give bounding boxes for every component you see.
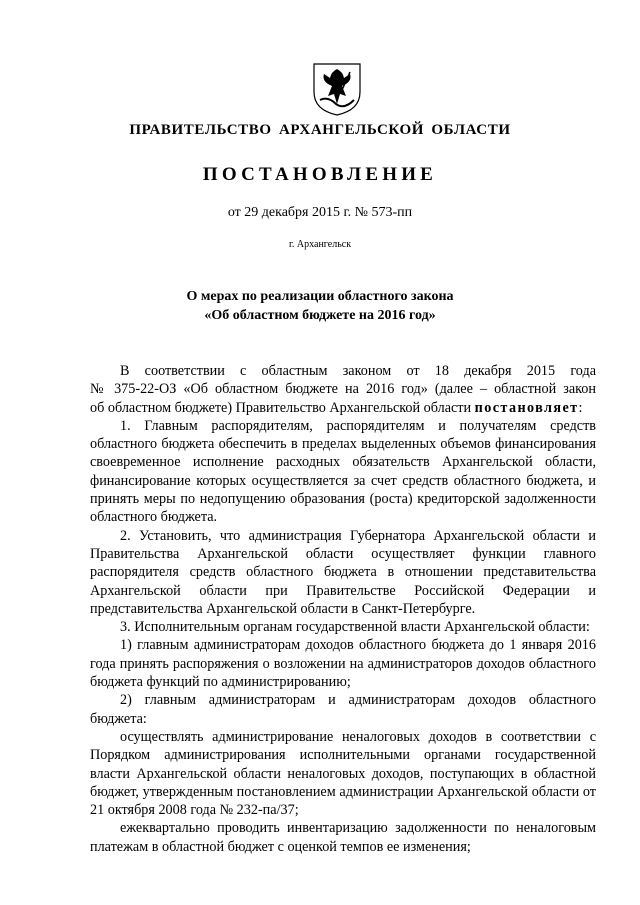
intro-colon: : xyxy=(578,399,583,416)
paragraph-3-2: 2) главным администраторам и администраторам доходов областного бюджета: xyxy=(90,692,596,727)
document-title-line-1: О мерах по реализации областного закона xyxy=(186,289,454,304)
paragraph-3-1: 1) главным администраторам доходов областного бюджета до 1 января 2016 года принять распоряжения о возложении на администраторов доходов областного бюджета функций по администрированию; xyxy=(90,637,596,691)
document-title-line-2: «Об областном бюджете на 2016 год» xyxy=(204,308,436,323)
decree-word: постановляет xyxy=(474,399,579,416)
document-type: ПОСТАНОВЛЕНИЕ xyxy=(202,164,438,185)
intro-line-3 xyxy=(90,399,596,417)
paragraph-3: 3. Исполнительным органам государственной власти Архангельской области: xyxy=(120,619,590,636)
paragraph-3-2-b: ежеквартально проводить инвентаризацию задолженности по неналоговым платежам в областной бюджет с оценкой темпов ее изменения; xyxy=(90,820,596,855)
intro-line-2: № 375-22-ОЗ «Об областном бюджете на 2016 год» (далее – областной закон xyxy=(90,381,596,398)
coat-of-arms-icon xyxy=(306,60,368,116)
paragraph-2: 2. Установить, что администрация Губернатора Архангельской области и Правительства Архангельской области осуществляет функции главного распорядителя средств областного бюджета в отношении представительства Архангельской области при Правительстве Российской Федерации и представительства Архангельской области в Санкт-Петербурге. xyxy=(90,527,596,617)
document-body xyxy=(90,362,596,856)
date-and-number: от 29 декабря 2015 г. № 573-пп xyxy=(227,205,413,220)
intro-line-1: В соответствии с областным законом от 18 декабря 2015 года xyxy=(120,363,596,379)
city: г. Архангельск xyxy=(288,239,352,250)
paragraph-1: 1. Главным распорядителям, распорядителям и получателям средств областного бюджета обеспечить в пределах выделенных объемов финансирования своевременное исполнение расходных обязательств Архангельской области, финансирование которых осуществляется за счет средств областного бюджета, и принять меры по недопущению образования (роста) кредиторской задолженности областного бюджета. xyxy=(90,417,596,526)
paragraph-3-2-a: осуществлять администрирование неналоговых доходов в соответствии с Порядком администрирования исполнительными органами государственной власти Архангельской области неналоговых доходов, поступающих в областной бюджет, утвержденным постановлением администрации Архангельской области от 21 октября 2008 года № 232-па/37; xyxy=(90,728,596,819)
intro-text: об областном бюджете) Правительство Архангельской области xyxy=(90,399,475,416)
government-name: ПРАВИТЕЛЬСТВО АРХАНГЕЛЬСКОЙ ОБЛАСТИ xyxy=(129,122,511,138)
